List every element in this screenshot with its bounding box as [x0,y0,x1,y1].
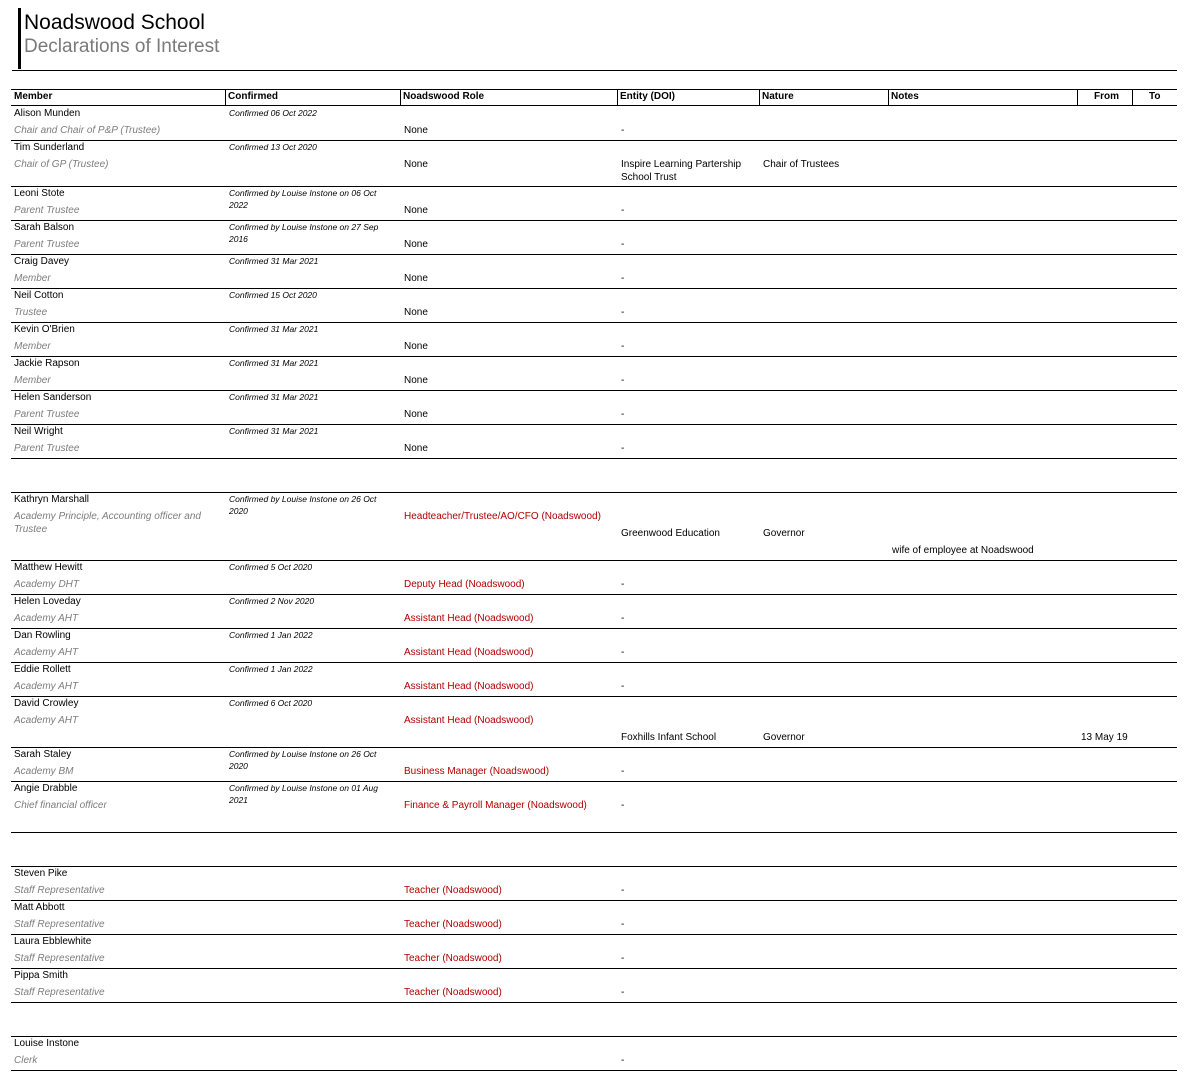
member-name: Laura Ebblewhite [14,936,92,947]
confirmed-text-line2: 2020 [229,761,248,771]
confirmed-text: Confirmed 31 Mar 2021 [229,358,319,368]
row-divider [11,220,1177,221]
member-role: Parent Trustee [14,205,80,216]
entity: - [621,987,625,998]
member-role: Chair of GP (Trustee) [14,159,109,170]
row-divider [11,458,1177,459]
entity: - [621,307,625,318]
entity: - [621,613,625,624]
confirmed-text: Confirmed 31 Mar 2021 [229,392,319,402]
row-divider [11,288,1177,289]
member-role: Academy DHT [14,579,80,590]
confirmed-text: Confirmed 2 Nov 2020 [229,596,315,606]
entity: - [621,443,625,454]
member-name: Kathryn Marshall [14,494,90,505]
entity: Inspire Learning Partership [621,159,742,170]
row-divider [11,560,1177,561]
col-divider [617,90,618,105]
noadswood-role: Assistant Head (Noadswood) [404,647,534,658]
confirmed-text: Confirmed 31 Mar 2021 [229,324,319,334]
noadswood-role: None [404,409,428,420]
entity: Greenwood Education [621,528,720,539]
entity: - [621,919,625,930]
member-role: Member [14,341,51,352]
member-role: Member [14,375,51,386]
member-name: Helen Sanderson [14,392,92,403]
noadswood-role: None [404,307,428,318]
noadswood-role: Teacher (Noadswood) [404,953,502,964]
entity: - [621,800,625,811]
col-divider [1132,90,1133,105]
header-rule [12,70,1177,71]
member-role: Staff Representative [14,885,105,896]
row-divider [11,934,1177,935]
entity: - [621,205,625,216]
entity-line2: School Trust [621,172,677,183]
row-divider [11,832,1177,833]
member-name: Neil Cotton [14,290,64,301]
row-divider [11,186,1177,187]
row-divider [11,968,1177,969]
school-name: Noadswood School [24,11,205,34]
row-divider [11,747,1177,748]
row-divider [11,662,1177,663]
member-name: Craig Davey [14,256,70,267]
nature: Chair of Trustees [763,159,840,170]
member-role: Academy AHT [14,715,79,726]
entity: - [621,273,625,284]
confirmed-text: Confirmed by Louise Instone on 06 Oct [229,188,377,198]
member-role: Chief financial officer [14,800,107,811]
row-divider [11,254,1177,255]
col-divider [225,90,226,105]
col-to: To [1149,91,1161,102]
noadswood-role: Assistant Head (Noadswood) [404,613,534,624]
row-divider [11,900,1177,901]
section-divider [11,866,1177,867]
entity: - [621,766,625,777]
member-role: Clerk [14,1055,38,1066]
noadswood-role: None [404,159,428,170]
noadswood-role: None [404,341,428,352]
confirmed-text-line2: 2021 [229,795,248,805]
member-name: Louise Instone [14,1038,80,1049]
confirmed-text: Confirmed 31 Mar 2021 [229,256,319,266]
member-name: Jackie Rapson [14,358,80,369]
member-name: Sarah Staley [14,749,72,760]
member-name: Pippa Smith [14,970,68,981]
member-name: Matt Abbott [14,902,65,913]
confirmed-text: Confirmed 15 Oct 2020 [229,290,317,300]
noadswood-role: None [404,375,428,386]
nature: Governor [763,528,805,539]
confirmed-text: Confirmed 6 Oct 2020 [229,698,313,708]
section-divider [11,492,1177,493]
row-divider [11,1002,1177,1003]
noadswood-role: None [404,239,428,250]
nature: Governor [763,732,805,743]
entity: - [621,239,625,250]
member-name: Eddie Rollett [14,664,71,675]
member-role: Staff Representative [14,953,105,964]
member-role: Trustee [14,307,48,318]
confirmed-text: Confirmed 13 Oct 2020 [229,142,317,152]
member-role: Parent Trustee [14,443,80,454]
noadswood-role: Business Manager (Noadswood) [404,766,550,777]
noadswood-role: None [404,205,428,216]
member-role-line2: Trustee [14,524,48,535]
noadswood-role: Teacher (Noadswood) [404,885,502,896]
member-name: Leoni Stote [14,188,65,199]
noadswood-role: None [404,125,428,136]
member-name: Alison Munden [14,108,81,119]
confirmed-text: Confirmed 06 Oct 2022 [229,108,317,118]
row-divider [11,696,1177,697]
entity: - [621,1055,625,1066]
member-name: Tim Sunderland [14,142,85,153]
noadswood-role: Teacher (Noadswood) [404,919,502,930]
col-divider [888,90,889,105]
confirmed-text-line2: 2016 [229,234,248,244]
member-name: Helen Loveday [14,596,81,607]
confirmed-text: Confirmed by Louise Instone on 26 Oct [229,494,377,504]
member-name: Angie Drabble [14,783,78,794]
noadswood-role: Headteacher/Trustee/AO/CFO (Noadswood) [404,511,601,522]
confirmed-text: Confirmed by Louise Instone on 27 Sep [229,222,379,232]
row-divider [11,594,1177,595]
document-subtitle: Declarations of Interest [24,36,220,57]
member-name: Kevin O'Brien [14,324,75,335]
member-role: Academy AHT [14,681,79,692]
col-confirmed: Confirmed [228,91,278,102]
section-divider [11,1036,1177,1037]
confirmed-text: Confirmed by Louise Instone on 01 Aug [229,783,379,793]
noadswood-role: Assistant Head (Noadswood) [404,681,534,692]
row-divider [11,390,1177,391]
member-name: Matthew Hewitt [14,562,83,573]
member-name: David Crowley [14,698,79,709]
entity: Foxhills Infant School [621,732,717,743]
entity: - [621,647,625,658]
col-divider [759,90,760,105]
col-divider [1077,90,1078,105]
member-name: Sarah Balson [14,222,75,233]
member-name: Neil Wright [14,426,63,437]
entity: - [621,953,625,964]
entity: - [621,681,625,692]
member-role: Parent Trustee [14,239,80,250]
member-role: Staff Representative [14,919,105,930]
confirmed-text: Confirmed 5 Oct 2020 [229,562,313,572]
noadswood-role: Deputy Head (Noadswood) [404,579,525,590]
member-name: Dan Rowling [14,630,71,641]
entity: - [621,341,625,352]
entity: - [621,125,625,136]
confirmed-text: Confirmed by Louise Instone on 26 Oct [229,749,377,759]
row-divider [11,628,1177,629]
col-from: From [1094,91,1119,102]
col-member: Member [14,91,53,102]
member-role: Academy AHT [14,613,79,624]
member-role: Member [14,273,51,284]
confirmed-text: Confirmed 1 Jan 2022 [229,630,313,640]
entity: - [621,885,625,896]
member-role: Academy AHT [14,647,79,658]
entity: - [621,579,625,590]
row-divider [11,424,1177,425]
col-role: Noadswood Role [403,91,485,102]
member-name: Steven Pike [14,868,68,879]
col-notes: Notes [891,91,919,102]
entity: - [621,409,625,420]
notes: wife of employee at Noadswood [892,545,1034,556]
member-role: Academy Principle, Accounting officer and [14,511,201,522]
entity: - [621,375,625,386]
confirmed-text: Confirmed 31 Mar 2021 [229,426,319,436]
row-divider [11,140,1177,141]
confirmed-text-line2: 2022 [229,200,248,210]
confirmed-text-line2: 2020 [229,506,248,516]
confirmed-text: Confirmed 1 Jan 2022 [229,664,313,674]
member-role: Parent Trustee [14,409,80,420]
noadswood-role: Teacher (Noadswood) [404,987,502,998]
noadswood-role: Assistant Head (Noadswood) [404,715,534,726]
column-header-row [11,89,1177,106]
col-entity: Entity (DOI) [620,91,675,102]
row-divider [11,356,1177,357]
noadswood-role: Finance & Payroll Manager (Noadswood) [404,800,587,811]
col-nature: Nature [762,91,794,102]
from-date: 13 May 19 [1081,732,1128,743]
row-divider [11,322,1177,323]
row-divider [11,781,1177,782]
document-header [18,8,219,69]
member-role: Staff Representative [14,987,105,998]
member-role: Chair and Chair of P&P (Trustee) [14,125,161,136]
row-divider [11,1070,1177,1071]
noadswood-role: None [404,443,428,454]
member-role: Academy BM [14,766,74,777]
noadswood-role: None [404,273,428,284]
col-divider [400,90,401,105]
